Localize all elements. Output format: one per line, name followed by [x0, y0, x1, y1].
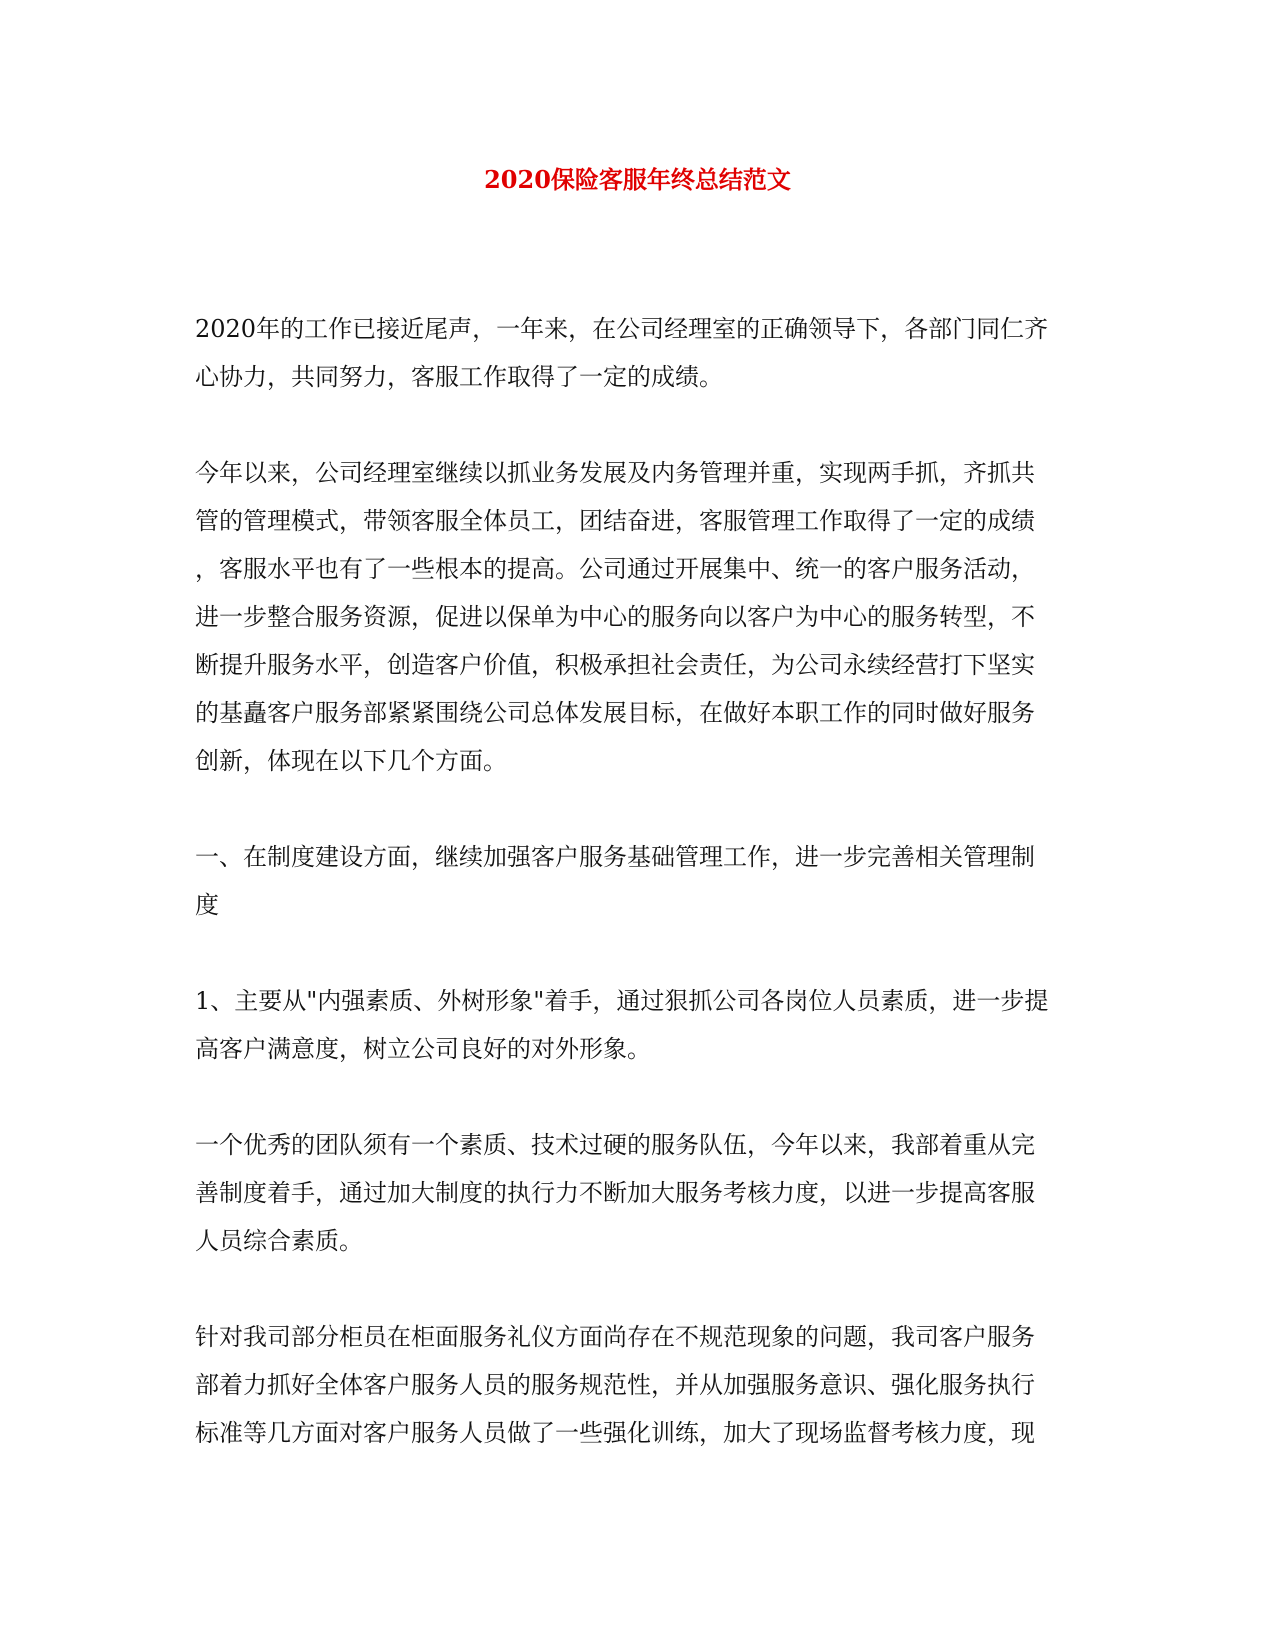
- paragraph-4: [195, 977, 1080, 1073]
- text-line: 今年以来，公司经理室继续以抓业务发展及内务管理并重，实现两手抓，齐抓共: [195, 459, 1035, 487]
- paragraph-2: [195, 449, 1080, 785]
- paragraph-5: [195, 1121, 1080, 1265]
- text-line: 创新，体现在以下几个方面。: [195, 747, 507, 775]
- text-line: 度: [195, 891, 219, 919]
- text-line: 心协力，共同努力，客服工作取得了一定的成绩。: [195, 363, 723, 391]
- document-title: 2020保险客服年终总结范文: [484, 165, 791, 194]
- text-line: 人员综合素质。: [195, 1227, 363, 1255]
- paragraph-1: [195, 305, 1080, 401]
- text-line: 进一步整合服务资源，促进以保单为中心的服务向以客户为中心的服务转型，不: [195, 603, 1035, 631]
- text-line: 1、主要从"内强素质、外树形象"着手，通过狠抓公司各岗位人员素质，进一步提: [195, 987, 1049, 1015]
- text-line: 2020年的工作已接近尾声，一年来，在公司经理室的正确领导下，各部门同仁齐: [195, 315, 1049, 343]
- text-line: 一个优秀的团队须有一个素质、技术过硬的服务队伍，今年以来，我部着重从完: [195, 1131, 1035, 1159]
- text-line: 善制度着手，通过加大制度的执行力不断加大服务考核力度，以进一步提高客服: [195, 1179, 1035, 1207]
- paragraph-6: [195, 1313, 1080, 1457]
- text-line: 针对我司部分柜员在柜面服务礼仪方面尚存在不规范现象的问题，我司客户服务: [195, 1323, 1035, 1351]
- text-line: 断提升服务水平，创造客户价值，积极承担社会责任，为公司永续经营打下坚实: [195, 651, 1035, 679]
- text-line: 部着力抓好全体客户服务人员的服务规范性，并从加强服务意识、强化服务执行: [195, 1371, 1035, 1399]
- text-line: 标准等几方面对客户服务人员做了一些强化训练，加大了现场监督考核力度，现: [195, 1419, 1035, 1447]
- section-heading-1: [195, 833, 1080, 929]
- text-line: ，客服水平也有了一些根本的提高。公司通过开展集中、统一的客户服务活动，: [195, 555, 1035, 583]
- document-body: [195, 305, 1080, 1505]
- text-line: 的基矗客户服务部紧紧围绕公司总体发展目标，在做好本职工作的同时做好服务: [195, 699, 1035, 727]
- text-line: 管的管理模式，带领客服全体员工，团结奋进，客服管理工作取得了一定的成绩: [195, 507, 1035, 535]
- text-line: 一、在制度建设方面，继续加强客户服务基础管理工作，进一步完善相关管理制: [195, 843, 1035, 871]
- text-line: 高客户满意度，树立公司良好的对外形象。: [195, 1035, 651, 1063]
